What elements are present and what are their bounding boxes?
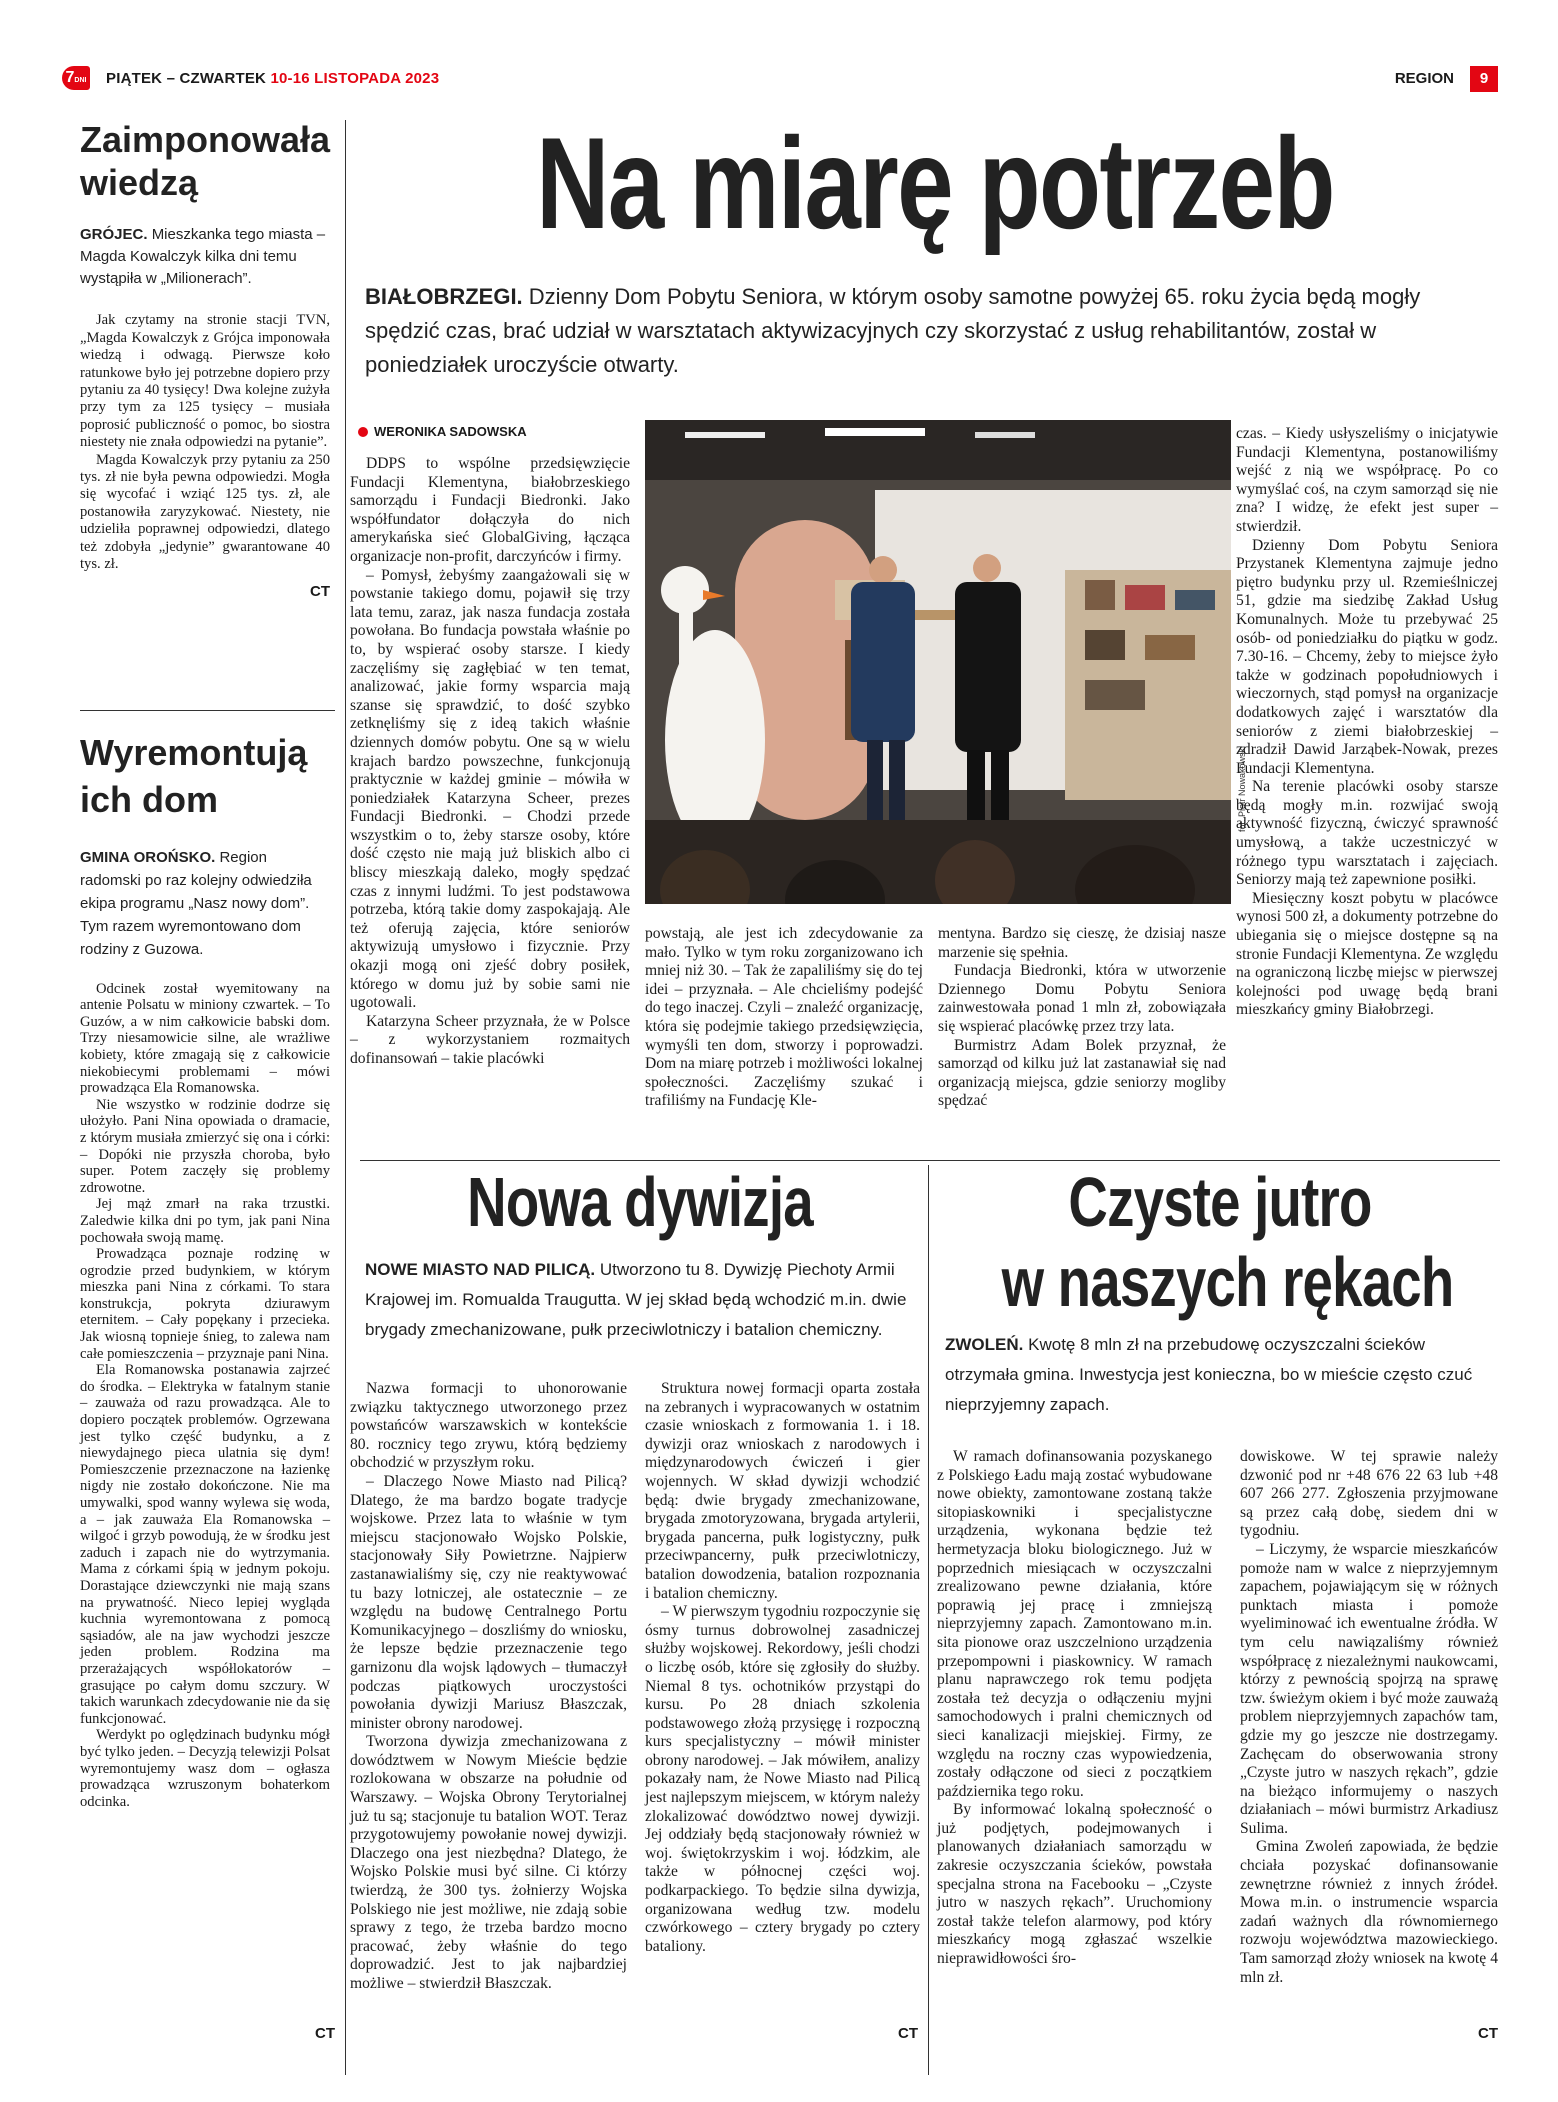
jutro-column-1: W ramach dofinansowania pozyskanego z Polskiego Ładu mają zostać wybudowane nowe obiekty, zamontowane zostaną także sitopiaskowniki i specjalistyczne urządzenia, wykonana będzie też hermetyzacja bloku biologicznego. Już w poprzednich miesiącach w oczyszczalni zrealizowano pewne działania, które poprawią jej pracę i zmniejszą nieprzyjemny zapach. Zamontowano m.in. sita pionowe oraz uszczelniono urządzenia przepompowni i piaskownicy. W ramach planu naprawczego rok temu podjęta została też decyzja o odłączeniu myjni samochodowych i pralni chemicznych od sieci kanalizacji miejskiej. Firmy, ze względu na roczny czas wypowiedzenia, zostały odłączone od sieci z początkiem października tego roku. By informować lokalną społeczność o już podjętych, podejmowanych i planowanych działaniach samorządu w zakresie oczyszczania ścieków, powstała specjalna strona na Facebooku – „Czyste jutro w naszych rękach”. Uruchomiony został także telefon alarmowy, pod który mieszkańcy mogą zgłaszać wszelkie nieprawidłowości śro- bbox=[937, 1448, 1212, 1968]
dywizja-column-2: Struktura nowej formacji oparta została na zebranych i wypracowanych w ostatnim czasie wnioskach z formowania 1. i 18. dywizji oraz wnioskach z narodowych i międzynarodowych ćwiczeń i gier wojennych. W skład dywizji wchodzić będą: dwie brygady zmechanizowane, brygada zmotoryzowana, brygada artylerii, brygada pancerna, pułk logistyczny, pułk przeciwpancerny, pułk przeciwlotniczy, batalion dowodzenia, batalion rozpoznania i batalion chemiczny. – W pierwszym tygodniu rozpoczynie się ósmy turnus dobrowolnej zasadniczej służby wojskowej. Rekordowy, jeśli chodzi o liczbę osób, które się zgłosiły do służby. Niemal 8 tys. ochotników przystąpi do kursu. Po 28 dniach szkolenia podstawowego złożą przysięgę i rozpoczną kurs specjalistyczny – mówił minister obrony narodowej. – Jak mówiłem, analizy pokazały nam, że Nowe Miasto nad Pilicą jest najlepszym miejscem, w którym należy zlokalizować dowództwo nowej dywizji. Jej oddziały będą stacjonowały również w woj. świętokrzyskim i woj. łódzkim, ale także w północnej części woj. podkarpackiego. To będzie silna dywizja, organizowana według tzw. modelu czwórkowego – cztery brygady po cztery bataliony. bbox=[645, 1380, 920, 1955]
bullet-icon bbox=[358, 427, 368, 437]
ceremony-photo bbox=[645, 420, 1231, 904]
article-lead: GMINA OROŃSKO. Region radomski po raz kolejny odwiedziła ekipa programu „Nasz nowy dom”. Tym razem wyremontowano dom rodziny z Guzowa. bbox=[80, 848, 312, 958]
section-label: REGION bbox=[1394, 70, 1454, 87]
page-header bbox=[62, 66, 1498, 92]
photo-credit: fot. Piotr Nowakowski bbox=[1237, 745, 1247, 832]
main-column-1: DDPS to wspólne przedsięwzięcie Fundacji Klementyna, białobrzeskiego samorządu i Fundacji Biedronki. Jako współfundator dołączyła do nich amerykańska sieć GlobalGiving, łącząca organizacje non-profit, darczyńców i firmy. – Pomysł, żebyśmy zaangażowali się w powstanie takiego domu, pojawił się trzy lata temu, zaraz, jak nasza fundacja została powołana. Bo fundacja powstała właśnie po to, by wspierać osoby starsze. I kiedy zaczęliśmy się zagłębiać w ten temat, analizować, jakie formy wsparcia mają szanse się sprawdzić, to dość szybko zetknęliśmy się z ideą takich właśnie dziennych domów pobytu. One są w wielu krajach bardzo powszechne, funkcjonują praktycznie w każdej gminie – mówiła w poniedziałek Katarzyna Scheer, prezes Fundacji Biedronki. – Chodzi przede wszystkim o to, żeby starsze osoby, które dość często nie mają już bliskich albo ci bliscy mieszkają daleko, mogły spędzać czas z innymi ludźmi. To jest podstawowa potrzeba, którą takie domy zaspokajają. Ale też oferują zajęcia, które seniorów aktywizują umysłowo i fizycznie. Przy okazji mogą oni zjeść dobry posiłek, którego w domu już by sobie sami nie ugotowali. Katarzyna Scheer przyznała, że w Polsce – z wykorzystaniem rozmaitych dofinansowań – takie placówki bbox=[350, 455, 630, 1067]
main-lead: BIAŁOBRZEGI. Dzienny Dom Pobytu Seniora, w którym osoby samotne powyżej 65. roku życia będą mogły spędzić czas, brać udział w warsztatach aktywizacyjnych czy skorzystać z usług rehabilitantów, został w poniedziałek uroczyście otwarty. bbox=[365, 284, 1421, 377]
author-initials: CT bbox=[1478, 2025, 1498, 2042]
byline: WERONIKA SADOWSKA bbox=[358, 424, 527, 439]
side-article-1 bbox=[80, 118, 330, 600]
article-title: Wyremontują ich dom bbox=[80, 732, 308, 820]
article-title: Zaimponowała wiedzą bbox=[80, 119, 331, 204]
side-article-2 bbox=[80, 730, 330, 1810]
article-headline: Czyste jutro w naszych rękach bbox=[1001, 1163, 1454, 1321]
author-initials: CT bbox=[898, 2025, 918, 2042]
column-divider bbox=[345, 120, 346, 2075]
newspaper-logo: 7DNI bbox=[62, 66, 90, 90]
article-lead: NOWE MIASTO NAD PILICĄ. Utworzono tu 8. Dywizję Piechoty Armii Krajowej im. Romualda Traugutta. W jej skład będą wchodzić m.in. dwie brygady zmechanizowane, pułk przeciwlotniczy i batalion chemiczny. bbox=[365, 1260, 907, 1339]
jutro-column-2: dowiskowe. W tej sprawie należy dzwonić pod nr +48 676 22 63 lub +48 607 266 277. Zgłoszenia przyjmowane są przez całą dobę, siedem dni w tygodniu. – Liczymy, że wsparcie mieszkańców pomoże nam w walce z nieprzyjemnym zapachem, pojawiającym się w różnych punktach miasta i pomoże wyeliminować ich ewentualne źródła. W tym celu nawiązaliśmy również współpracę z niezależnymi naukowcami, którzy z pewnością spojrzą na sprawę tzw. świeżym okiem i być może zauważą problem nieprzyjemnych zapachów tam, gdzie my go jeszcze nie dostrzegamy. Zachęcam do obserwowania strony „Czyste jutro w naszych rękach”, gdzie na bieżąco informujemy o naszych działaniach – mówi burmistrz Arkadiusz Sulima. Gmina Zwoleń zapowiada, że będzie chciała pozyskać dofinansowanie zewnętrzne również z innych źródeł. Mowa m.in. o instrumencie wsparcia zadań ważnych dla równomiernego rozwoju województwa mazowieckiego. Tam samorząd złoży wniosek na kwotę 4 mln zł. bbox=[1240, 1448, 1498, 1986]
column-divider bbox=[928, 1165, 929, 2075]
article-body: Odcinek został wyemitowany na antenie Polsatu w miniony czwartek. – To Guzów, a w nim całkowicie babski dom. Trzy niesamowicie silne, ale wrażliwe kobiety, które zmagają się z całkowicie niekobiecymi problemami – mówi prowadząca Ela Romanowska. Nie wszystko w rodzinie dodrze się ułożyło. Pani Nina opowiada o dramacie, z którym musiała zmierzyć się ona i córki: – Dopóki nie przyszła choroba, było super. Potem zaczęły się problemy zdrowotne. Jej mąż zmarł na raka trzustki. Zaledwie kilka dni po tym, jak pani Nina pochowała swoją mamę. Prowadząca poznaje rodzinę w ogrodzie przed budynkiem, w którym mieszka pani Nina z córkami. To stara konstrukcja, pokryta dziurawym eternitem. – Cały popękany i przecieka. Jak wiosną topnieje śnieg, to zalewa nam całe pomieszczenia – przyznaje pani Nina. Ela Romanowska postanawia zajrzeć do środka. – Elektryka w fatalnym stanie – zauważa od razu prowadząca. Ale to dopiero początek problemów. Ogrzewana jest tylko część budynku, a z niewydajnego pieca ulatnia się dym! Pomieszczenie przeznaczone na łazienkę nigdy nie zostało dokończone. Nie ma umywalki, spod wanny wylewa się woda, a – jak zauważa Ela Romanowska – wilgoć i grzyb powodują, że w środku jest zaduch i zapach nie do wytrzymania. Mama z córkami śpią w jednym pokoju. Dorastające dziewczynki nie mają szans na prywatność. Nieco lepiej wygląda kuchnia wyremontowana z pomocą sąsiadów, ale na jaw wychodzi jeszcze jeden problem. Rodzina ma przerażających współlokatorów – grasujące po całym domu szczury. W takich warunkach zdecydowanie nie da się funkcjonować. Werdykt po oględzinach budynku mógł być tylko jeden. – Decyzją telewizji Polsat wyremontujemy wasz dom – ogłasza prowadząca wzruszonym bohaterkom odcinka. bbox=[80, 980, 330, 1810]
article-headline: Nowa dywizja bbox=[467, 1163, 813, 1241]
author-initials: CT bbox=[310, 583, 330, 601]
author-initials: CT bbox=[315, 2025, 335, 2042]
event-photo bbox=[645, 420, 1231, 904]
side-divider bbox=[80, 710, 335, 711]
article-body: Jak czytamy na stronie stacji TVN, „Magda Kowalczyk z Grójca imponowała wiedzą i odwagą. Pierwsze koło ratunkowe było jej potrzebne dopiero przy pytaniu za 40 tysięcy! Dwa kolejne zużyła przy tym za 125 tysięcy – musiała poprosić publiczność o pomoc, bo siostra niestety nie znała odpowiedzi na pytanie”. Magda Kowalczyk przy pytaniu za 250 tys. zł nie była pewna odpowiedzi. Mogła się wycofać i wziąć 125 tys. zł, ale postanowiła zaryzykować. Niestety, nie udzieliła poprawnej odpowiedzi, dlatego też zdobyła „jedynie” gwarantowane 40 tys. zł. bbox=[80, 312, 330, 573]
article-lead: GRÓJEC. Mieszkanka tego miasta – Magda Kowalczyk kilka dni temu wystąpiła w „Milionerach”. bbox=[80, 226, 326, 288]
main-column-4: czas. – Kiedy usłyszeliśmy o inicjatywie Fundacji Klementyna, postanowiliśmy wejść z nią we współpracę. Po co wymyślać coś, na czym samorząd się nie zna? I widzę, że efekt jest super – stwierdził. Dzienny Dom Pobytu Seniora Przystanek Klementyna zajmuje jedno piętro budynku przy ul. Rzemieślniczej 51, gdzie ma siedzibę Zakład Usług Komunalnych. Może tu przebywać 25 osób- od poniedziałku do piątku w godz. 7.30-16. – Chcemy, żeby to miejsce żyło także w godzinach popołudniowych i wieczornych, stąd pomysł na organizacje dodatkowych zajęć i warsztatów dla seniorów z ziemi białobrzeskiej – zdradził Dawid Jarząbek-Nowak, prezes Fundacji Klementyna. Na terenie placówki osoby starsze będą mogły m.in. rozwijać swoją aktywność fizyczną, ćwiczyć sprawność umysłową, a także uczestniczyć w różnego typu warsztatach i zajęciach. Seniorzy mają też zapewnione posiłki. Miesięczny koszt pobytu w placówce wynosi 500 zł, a dokumenty potrzebne do ubiegania się o miejsce dostępne są na stronie Fundacji Klementyna. Ze względu na ograniczoną liczbę miejsc w pierwszej kolejności pod uwagę będą brani mieszkańcy gminy Białobrzegi. bbox=[1236, 425, 1498, 1019]
article-lead: ZWOLEŃ. Kwotę 8 mln zł na przebudowę oczyszczalni ścieków otrzymała gmina. Inwestycja jest konieczna, bo w mieście często czuć nieprzyjemny zapach. bbox=[945, 1335, 1473, 1414]
dateline: PIĄTEK – CZWARTEK 10-16 LISTOPADA 2023 bbox=[106, 70, 440, 87]
main-column-2: powstają, ale jest ich zdecydowanie za mało. Tylko w tym roku zorganizowano ich mniej niż 30. – Tak że zapaliliśmy się do tej idei – przyznała. – Ale chcieliśmy podejść do tego inaczej. Czyli – znaleźć organizację, która się podejmie takiego przedsięwzięcia, wymyśli ten dom, stworzy i poprowadzi. Dom na miarę potrzeb i możliwości lokalnej społeczności. Zaczęliśmy szukać i trafiliśmy na Fundację Kle- bbox=[645, 925, 924, 1110]
main-headline: Na miarę potrzeb bbox=[536, 110, 1334, 256]
main-column-3: mentyna. Bardzo się cieszę, że dzisiaj nasze marzenie się spełnia. Fundacja Biedronki, która w utworzenie Dziennego Domu Pobytu Seniora zainwestowała ponad 1 mln zł, zobowiązała się wspierać placówkę przez trzy lata. Burmistrz Adam Bolek przyznał, że samorząd od kilku już lat zastanawiał się nad organizacją miejsca, gdzie seniorzy mogliby spędzać bbox=[938, 925, 1226, 1110]
dywizja-column-1: Nazwa formacji to uhonorowanie związku taktycznego utworzonego przez powstańców warszawskich w kontekście 80. rocznicy tego zrywu, którą będziemy obchodzić w przyszłym roku. – Dlaczego Nowe Miasto nad Pilicą? Dlatego, że ma bardzo bogate tradycje wojskowe. Przez lata to właśnie w tym miejscu stacjonowało Wojsko Polskie, stacjonowały Siły Powietrzne. Najpierw zastanawialiśmy się, czy nie reaktywować tu bazy lotniczej, ale ostatecznie – ze względu na budowę Centralnego Portu Komunikacyjnego – doszliśmy do wniosku, że lepsze będzie przeznaczenie tego garnizonu dla wojsk lądowych – tłumaczył podczas piątkowych uroczystości powołania dywizji Mariusz Błaszczak, minister obrony narodowej. Tworzona dywizja zmechanizowana z dowództwem w Nowym Mieście będzie rozlokowana w obszarze na południe od Warszawy. – Wojska Obrony Terytorialnej już tu są; stacjonuje tu batalion WOT. Teraz przygotowujemy powołanie nowej dywizji. Dlaczego ona jest niezbędna? Dlatego, że Wojsko Polskie musi być silne. Ci którzy twierdzą, że 300 tys. żołnierzy Wojska Polskiego nie jest możliwe, nie zdają sobie sprawy z tego, że trzeba bardzo mocno pracować, żeby właśnie do tego doprowadzić. Jest to jak najbardziej możliwe – stwierdził Błaszczak. bbox=[350, 1380, 627, 1992]
page-number: 9 bbox=[1470, 66, 1498, 92]
section-divider bbox=[360, 1160, 1500, 1161]
